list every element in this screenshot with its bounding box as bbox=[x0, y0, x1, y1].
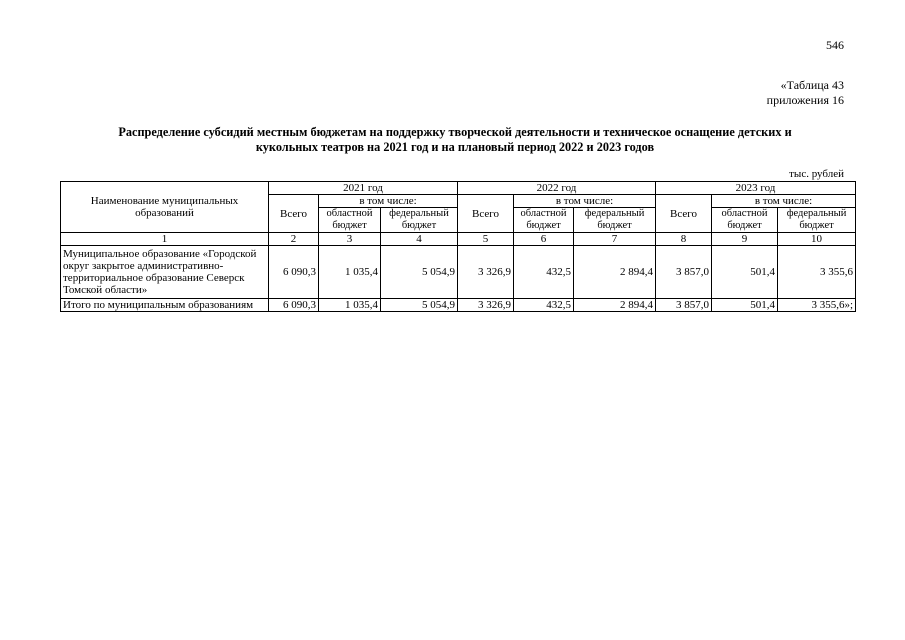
column-number: 4 bbox=[381, 233, 458, 246]
column-number: 6 bbox=[514, 233, 574, 246]
total-value-cell: 5 054,9 bbox=[381, 299, 458, 312]
total-value-cell: 501,4 bbox=[712, 299, 778, 312]
value-cell: 501,4 bbox=[712, 246, 778, 299]
incl-header-2021: в том числе: bbox=[319, 195, 458, 208]
column-number: 1 bbox=[61, 233, 269, 246]
column-number: 7 bbox=[574, 233, 656, 246]
name-column-header: Наименование муниципальных образований bbox=[61, 182, 269, 233]
total-value-cell: 3 355,6»; bbox=[778, 299, 856, 312]
total-value-cell: 6 090,3 bbox=[269, 299, 319, 312]
units-label: тыс. рублей bbox=[789, 168, 844, 180]
table-reference bbox=[767, 78, 844, 108]
header-row-years bbox=[61, 182, 856, 195]
value-cell: 3 326,9 bbox=[458, 246, 514, 299]
incl-header-2022: в том числе: bbox=[514, 195, 656, 208]
year-header-2023: 2023 год bbox=[656, 182, 856, 195]
table-row bbox=[61, 246, 856, 299]
total-row-label: Итого по муниципальным образованиям bbox=[61, 299, 269, 312]
value-cell: 3 857,0 bbox=[656, 246, 712, 299]
value-cell: 2 894,4 bbox=[574, 246, 656, 299]
municipality-name: Муниципальное образование «Городской округ закрытое административно-территориальное образование Северск Томской области» bbox=[61, 246, 269, 299]
year-header-2021: 2021 год bbox=[269, 182, 458, 195]
federal-header-2022: федеральный бюджет bbox=[574, 208, 656, 233]
incl-header-2023: в том числе: bbox=[712, 195, 856, 208]
column-number: 3 bbox=[319, 233, 381, 246]
total-header-2021: Всего bbox=[269, 195, 319, 233]
federal-header-2021: федеральный бюджет bbox=[381, 208, 458, 233]
federal-header-2023: федеральный бюджет bbox=[778, 208, 856, 233]
table-reference-line1: «Таблица 43 bbox=[780, 78, 844, 92]
column-number: 2 bbox=[269, 233, 319, 246]
column-number: 10 bbox=[778, 233, 856, 246]
total-value-cell: 1 035,4 bbox=[319, 299, 381, 312]
year-header-2022: 2022 год bbox=[458, 182, 656, 195]
total-value-cell: 3 857,0 bbox=[656, 299, 712, 312]
value-cell: 432,5 bbox=[514, 246, 574, 299]
column-number-row bbox=[61, 233, 856, 246]
value-cell: 5 054,9 bbox=[381, 246, 458, 299]
column-number: 9 bbox=[712, 233, 778, 246]
total-value-cell: 2 894,4 bbox=[574, 299, 656, 312]
total-value-cell: 3 326,9 bbox=[458, 299, 514, 312]
total-header-2022: Всего bbox=[458, 195, 514, 233]
total-header-2023: Всего bbox=[656, 195, 712, 233]
subsidy-table bbox=[60, 181, 856, 312]
regional-header-2022: областной бюджет bbox=[514, 208, 574, 233]
document-title-line1: Распределение субсидий местным бюджетам на поддержку творческой деятельности и техническое оснащение детских и bbox=[118, 125, 792, 139]
total-value-cell: 432,5 bbox=[514, 299, 574, 312]
column-number: 8 bbox=[656, 233, 712, 246]
page-number: 546 bbox=[826, 38, 844, 52]
document-title bbox=[40, 125, 870, 155]
regional-header-2023: областной бюджет bbox=[712, 208, 778, 233]
value-cell: 6 090,3 bbox=[269, 246, 319, 299]
total-row bbox=[61, 299, 856, 312]
document-title-line2: кукольных театров на 2021 год и на плановый период 2022 и 2023 годов bbox=[255, 140, 655, 154]
table-reference-line2: приложения 16 bbox=[766, 93, 844, 107]
column-number: 5 bbox=[458, 233, 514, 246]
value-cell: 3 355,6 bbox=[778, 246, 856, 299]
value-cell: 1 035,4 bbox=[319, 246, 381, 299]
regional-header-2021: областной бюджет bbox=[319, 208, 381, 233]
